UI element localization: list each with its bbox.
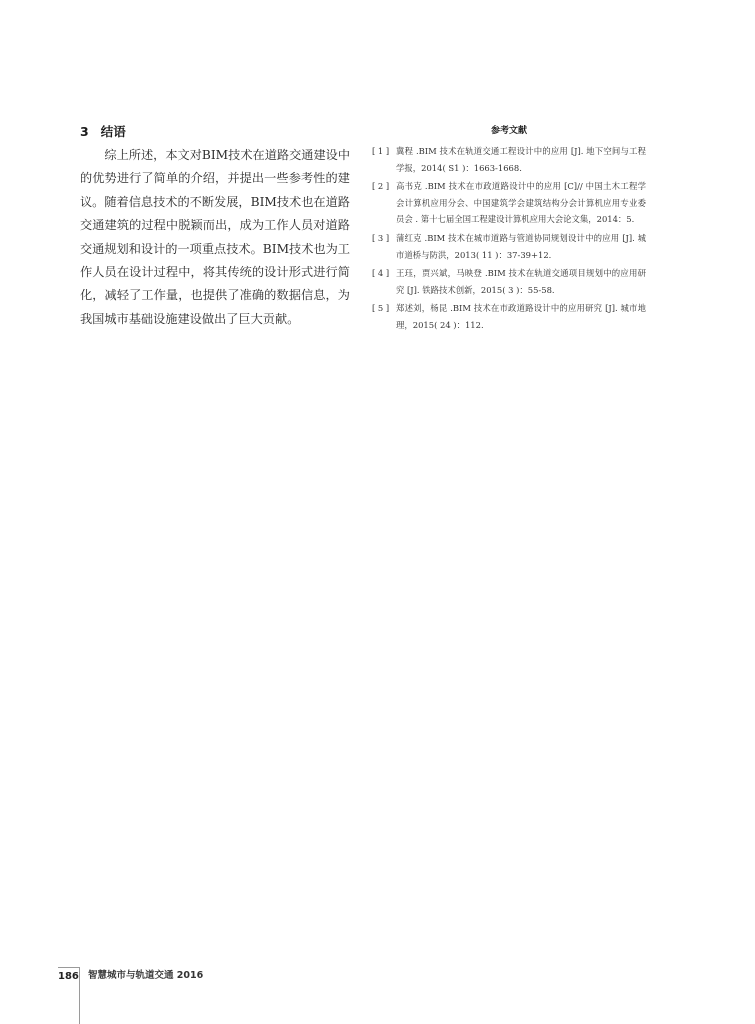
- footer-rule-vertical: [79, 967, 80, 1024]
- reference-text: 王珏，贾兴斌，马映登 .BIM 技术在轨道交通项目规划中的应用研究 [J]. 铁路技术创新，2015( 3 )：55-58.: [396, 268, 646, 295]
- reference-number: [ 3 ]: [372, 232, 390, 243]
- reference-item: [372, 230, 646, 263]
- reference-text: 冀程 .BIM 技术在轨道交通工程设计中的应用 [J]. 地下空间与工程学报，2014( S1 )：1663-1668.: [396, 146, 646, 173]
- reference-item: [372, 265, 646, 298]
- section-heading: [80, 122, 350, 142]
- section-number: 3: [80, 124, 89, 139]
- reference-number: [ 5 ]: [372, 303, 390, 314]
- reference-text: 蒲红克 .BIM 技术在城市道路与管道协同规划设计中的应用 [J]. 城市道桥与防洪，2013( 11 )：37-39+12.: [396, 232, 646, 260]
- footer-rule-horizontal: [58, 967, 80, 968]
- page-footer: [58, 962, 258, 1024]
- references-title: 参考文献: [490, 126, 527, 136]
- reference-text: 高书克 .BIM 技术在市政道路设计中的应用 [C]// 中国土木工程学会计算机应用分会、中国建筑学会建筑结构分会计算机应用专业委员会 . 第十七届全国工程建设计算机应用大会论文集，2014：5.: [396, 181, 646, 225]
- conclusion-paragraph: 综上所述，本文对BIM技术在道路交通建设中的优势进行了简单的介绍，并提出一些参考性的建议。随着信息技术的不断发展，BIM技术也在道路交通建筑的过程中脱颖而出，成为工作人员对道路交通规划和设计的一项重点技术。BIM技术也为工作人员在设计过程中，将其传统的设计形式进行简化，减轻了工作量，也提供了准确的数据信息，为我国城市基础设施建设做出了巨大贡献。: [80, 148, 351, 326]
- reference-item: [372, 300, 646, 333]
- conclusion-section: [80, 122, 350, 331]
- reference-number: [ 2 ]: [372, 181, 390, 192]
- section-title: 结语: [100, 124, 126, 139]
- reference-number: [ 1 ]: [372, 146, 390, 156]
- reference-list: [372, 143, 646, 334]
- reference-item: [372, 143, 646, 176]
- reference-item: [372, 178, 646, 228]
- page-number: 186: [58, 971, 79, 982]
- references-section: [372, 122, 646, 336]
- reference-text: 郑述刘，杨昆 .BIM 技术在市政道路设计中的应用研究 [J]. 城市地理，2015( 24 )：112.: [396, 303, 646, 330]
- journal-name: 智慧城市与轨道交通 2016: [88, 970, 204, 981]
- reference-number: [ 4 ]: [372, 268, 390, 279]
